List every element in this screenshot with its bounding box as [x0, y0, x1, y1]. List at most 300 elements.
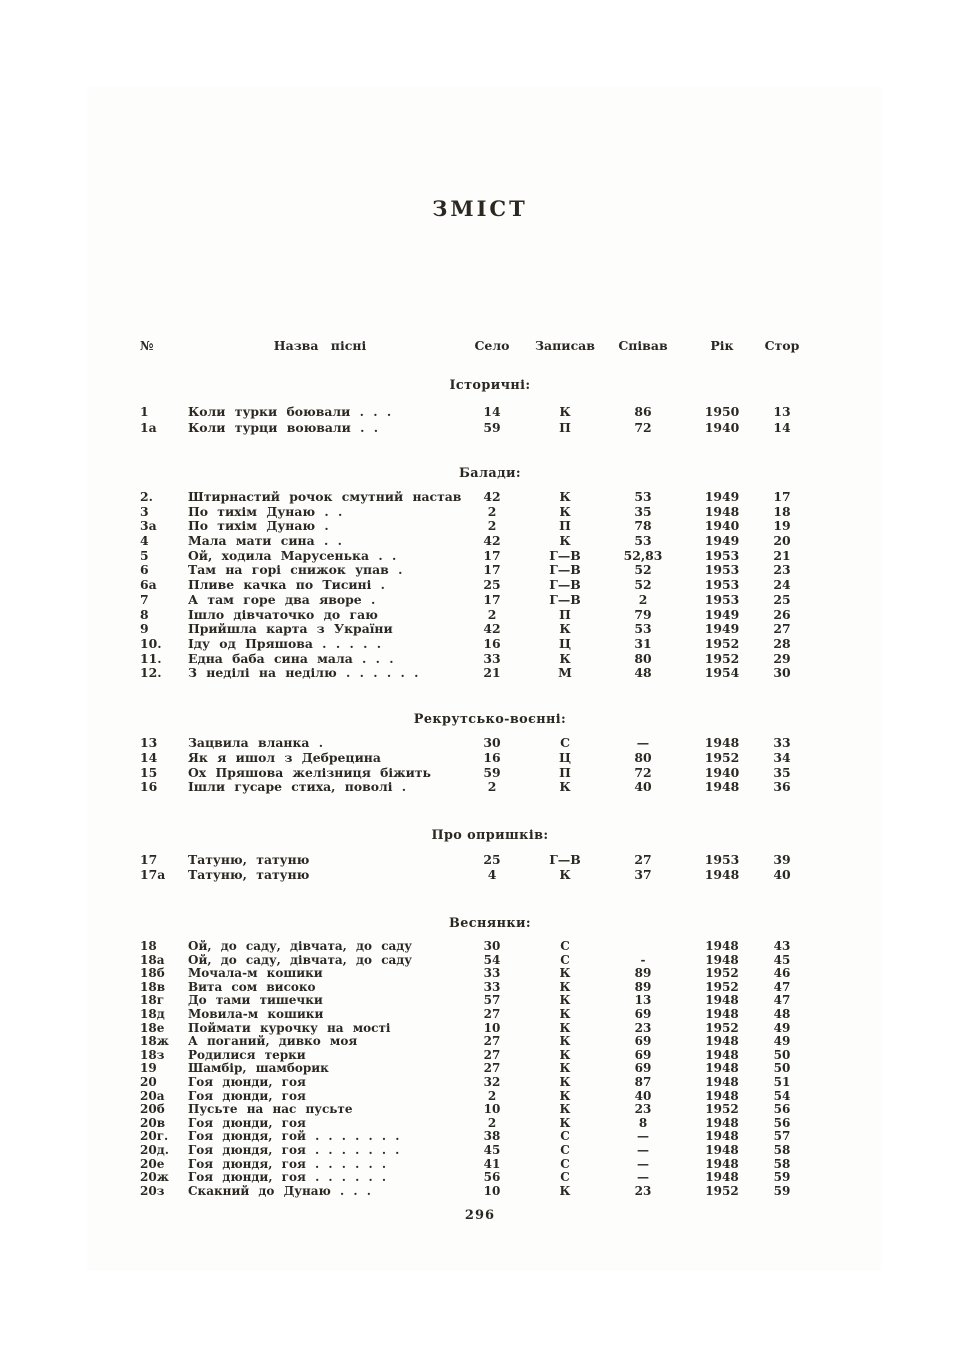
stor-value: 56 [773, 1115, 791, 1130]
spivav-value: 53 [634, 489, 652, 504]
spivav-value [598, 940, 688, 954]
stor-value: 25 [773, 591, 791, 607]
song-title: Прийшла карта з України [188, 621, 393, 637]
table-row [140, 622, 840, 637]
spivav-value: 80 [634, 749, 652, 765]
row-no: 3 [140, 503, 149, 519]
table-row [140, 1049, 840, 1063]
rik-value: 1940 [704, 764, 740, 780]
stor-value: 54 [773, 1088, 791, 1103]
stor-value: 27 [773, 621, 791, 637]
spivav-value: 52,83 [623, 547, 663, 563]
song-title: Гоя дюндя, гоя . . . . . . . [188, 1142, 400, 1157]
selo-value: 42 [483, 533, 501, 549]
selo-value: 27 [483, 1034, 501, 1049]
stor-value: 35 [773, 764, 791, 780]
table-row [140, 852, 840, 867]
song-title: Гоя дюндя, гой . . . . . . . [188, 1129, 400, 1144]
song-title: Гоя дюнди, гоя [188, 1115, 306, 1130]
selo-value: 41 [483, 1156, 501, 1171]
row-no: 13 [140, 735, 158, 750]
header-name: Назва пісні [273, 338, 367, 353]
spivav-value: 23 [634, 1183, 652, 1198]
row-no: 18д [140, 1006, 165, 1021]
spivav-value: 53 [634, 533, 652, 549]
rik-value: 1952 [705, 979, 739, 994]
table-row [140, 563, 840, 578]
row-no: 18 [140, 939, 157, 953]
song-title: Татуню, татуню [188, 852, 310, 867]
table-row [140, 519, 840, 534]
row-no: 18ж [140, 1034, 169, 1049]
song-title: А там горе два яворе . [188, 591, 376, 607]
zapysav-value: К [559, 1183, 571, 1198]
song-title: Една баба сина мала . . . [188, 650, 394, 666]
song-title: Ішли гусаре стиха, поволі . [188, 779, 407, 795]
rik-value: 1940 [704, 518, 740, 534]
song-title: Гоя дюндя, гоя . . . . . . [188, 1156, 386, 1171]
row-no: 15 [140, 764, 158, 780]
rik-value: 1948 [705, 1006, 739, 1021]
song-title: Ой, до саду, дівчата, до саду [188, 952, 412, 967]
selo-value: 45 [483, 1142, 501, 1157]
selo-value: 30 [483, 735, 501, 750]
zapysav-value: Г—В [549, 577, 581, 593]
table-row [140, 608, 840, 623]
table-row [140, 1062, 840, 1076]
rik-value: 1948 [705, 1088, 739, 1103]
stor-value: 50 [773, 1061, 791, 1076]
selo-value: 42 [483, 489, 501, 504]
rik-value: 1953 [704, 591, 740, 607]
row-no: 11. [140, 650, 162, 666]
selo-value: 4 [487, 867, 497, 882]
selo-value: 2 [487, 518, 497, 534]
rik-value: 1948 [705, 1142, 739, 1157]
rik-value: 1948 [705, 1129, 739, 1144]
table-row [140, 1008, 840, 1022]
selo-value: 17 [483, 591, 501, 607]
zapysav-value: К [559, 779, 571, 795]
table-row [140, 867, 840, 882]
page-number: 296 [464, 1208, 496, 1223]
spivav-value: 53 [634, 621, 652, 637]
zapysav-value: Ц [559, 635, 571, 651]
spivav-value: 69 [634, 1047, 652, 1062]
zapysav-value: К [559, 489, 571, 504]
spivav-value: 89 [634, 979, 652, 994]
row-no: 20а [140, 1088, 165, 1103]
selo-value: 38 [483, 1129, 501, 1144]
selo-value: 14 [483, 404, 501, 419]
row-no: 18б [140, 966, 165, 981]
song-title: Коли турци воювали . . [188, 420, 379, 435]
rik-value: 1949 [704, 489, 740, 504]
song-title: Іду од Пряшова . . . . . [188, 635, 382, 651]
song-title: Коли турки боювали . . . [188, 404, 392, 419]
rik-value: 1950 [704, 404, 740, 419]
zapysav-value: С [560, 1142, 570, 1157]
row-no: 20в [140, 1115, 166, 1130]
spivav-value: 79 [634, 606, 652, 622]
rik-value: 1940 [704, 420, 740, 435]
spivav-value: — [636, 735, 650, 750]
stor-value: 30 [773, 665, 791, 681]
table-row [140, 666, 840, 681]
stor-value: 48 [773, 1006, 791, 1021]
song-title: З неділі на неділю . . . . . . [188, 665, 419, 681]
spivav-value: 52 [634, 577, 652, 593]
selo-value: 2 [487, 1115, 497, 1130]
stor-value: 59 [773, 1170, 791, 1185]
rik-value: 1953 [704, 562, 740, 578]
spivav-value: 89 [634, 966, 652, 981]
table-row [140, 1185, 840, 1199]
row-no: 2. [140, 489, 153, 504]
section-label: Веснянки: [449, 916, 531, 931]
stor-value: 20 [773, 533, 791, 549]
spivav-value: 72 [634, 420, 652, 435]
spivav-value: 48 [634, 665, 652, 681]
row-no: 7 [140, 591, 149, 607]
table-row [140, 1103, 840, 1117]
table-row [140, 1117, 840, 1131]
contents-table [140, 338, 840, 353]
stor-value: 39 [773, 852, 791, 867]
zapysav-value: К [559, 1006, 571, 1021]
zapysav-value: П [559, 518, 571, 534]
rik-value: 1949 [704, 606, 740, 622]
rik-value: 1953 [704, 577, 740, 593]
table-row [140, 954, 840, 968]
selo-value: 10 [483, 1183, 501, 1198]
song-title: По тихім Дунаю . [188, 518, 329, 534]
stor-value: 50 [773, 1047, 791, 1062]
spivav-value: 2 [638, 591, 648, 607]
zapysav-value: К [559, 533, 571, 549]
section-label: Про опришків: [431, 828, 549, 843]
spivav-value: — [637, 1129, 649, 1144]
selo-value: 2 [487, 779, 497, 795]
song-title: По тихім Дунаю . . [188, 503, 343, 519]
zapysav-value: С [560, 1170, 570, 1185]
rik-value: 1948 [705, 952, 739, 967]
rik-value: 1952 [705, 1183, 739, 1198]
selo-value: 59 [483, 420, 501, 435]
spivav-value: 86 [634, 404, 652, 419]
section [140, 466, 840, 681]
zapysav-value: С [560, 735, 570, 750]
rik-value: 1948 [704, 867, 740, 882]
row-no: 18а [140, 952, 165, 967]
rik-value: 1948 [704, 503, 740, 519]
zapysav-value: М [558, 665, 572, 681]
stor-value: 36 [773, 779, 791, 795]
spivav-value: 69 [634, 1006, 652, 1021]
header-selo: Село [474, 338, 510, 353]
rik-value: 1949 [704, 533, 740, 549]
row-no: 20е [140, 1156, 165, 1171]
header-spivav: Співав [618, 338, 668, 353]
row-no: 20з [140, 1183, 165, 1198]
song-title: Гоя дюнди, гоя [188, 1088, 306, 1103]
spivav-value: 31 [634, 635, 652, 651]
spivav-value: 37 [634, 867, 652, 882]
table-row [140, 1158, 840, 1172]
selo-value: 27 [483, 1006, 501, 1021]
song-title: Родилися терки [188, 1047, 306, 1062]
spivav-value: 8 [638, 1115, 648, 1130]
selo-value: 10 [483, 1020, 501, 1035]
song-title: Пусьте на нас пусьте [188, 1102, 353, 1117]
selo-value: 2 [487, 606, 497, 622]
stor-value: 24 [773, 577, 791, 593]
spivav-value: 72 [634, 764, 652, 780]
table-row [140, 1130, 840, 1144]
table-row [140, 637, 840, 652]
selo-value: 2 [487, 503, 497, 519]
song-title: Як я ишол з Дебрецина [188, 749, 381, 765]
rik-value: 1948 [705, 939, 739, 953]
table-row [140, 766, 840, 781]
selo-value: 17 [483, 562, 501, 578]
section [140, 378, 840, 436]
section-label: Історичні: [449, 378, 531, 393]
rik-value: 1952 [705, 1102, 739, 1117]
spivav-value: — [637, 1170, 649, 1185]
song-title: Ох Пряшова желізниця біжить [188, 764, 431, 780]
rik-value: 1948 [705, 993, 739, 1008]
zapysav-value: К [559, 966, 571, 981]
table-row [140, 420, 840, 436]
song-title: Татуню, татуню [188, 867, 310, 882]
stor-value: 13 [773, 404, 791, 419]
zapysav-value: П [559, 420, 571, 435]
row-no: 20 [140, 1074, 157, 1089]
table-row [140, 505, 840, 520]
stor-value: 57 [773, 1129, 791, 1144]
row-no: 18г [140, 993, 165, 1008]
zapysav-value: С [560, 952, 570, 967]
table-row [140, 994, 840, 1008]
selo-value: 33 [483, 650, 501, 666]
zapysav-value: К [559, 1020, 571, 1035]
stor-value: 21 [773, 547, 791, 563]
stor-value: 49 [773, 1034, 791, 1049]
zapysav-value: К [559, 1034, 571, 1049]
selo-value: 57 [483, 993, 501, 1008]
rik-value: 1948 [704, 735, 740, 750]
zapysav-value: К [559, 979, 571, 994]
rik-value: 1952 [704, 749, 740, 765]
page-title: ЗМІСТ [432, 196, 528, 221]
zapysav-value: П [559, 606, 571, 622]
song-title: Мовила-м кошики [188, 1006, 324, 1021]
selo-value: 56 [483, 1170, 501, 1185]
header-rik: Рік [710, 338, 734, 353]
row-no: 14 [140, 749, 158, 765]
row-no: 16 [140, 779, 158, 795]
selo-value: 16 [483, 635, 501, 651]
stor-value: 47 [773, 993, 791, 1008]
rik-value: 1948 [705, 1156, 739, 1171]
spivav-value: — [637, 1142, 649, 1157]
song-title: Пливе качка по Тисині . [188, 577, 385, 593]
row-no: 18в [140, 979, 166, 994]
song-title: Вита сом високо [188, 979, 316, 994]
rik-value: 1953 [704, 547, 740, 563]
selo-value: 25 [483, 577, 501, 593]
table-row [140, 652, 840, 667]
zapysav-value: С [560, 939, 570, 953]
spivav-value: - [640, 952, 646, 967]
rik-value: 1952 [704, 635, 740, 651]
zapysav-value: К [559, 503, 571, 519]
zapysav-value: Ц [559, 749, 571, 765]
header-no: № [140, 338, 154, 353]
stor-value: 18 [773, 503, 791, 519]
row-no: 9 [140, 621, 149, 637]
selo-value: 10 [483, 1102, 501, 1117]
row-no: 20ж [140, 1170, 169, 1185]
zapysav-value: К [559, 1088, 571, 1103]
selo-value: 59 [483, 764, 501, 780]
table-row [140, 1022, 840, 1036]
rik-value: 1952 [705, 1020, 739, 1035]
stor-value: 46 [773, 966, 791, 981]
song-title: Гоя дюнди, гоя [188, 1074, 306, 1089]
section-label: Рекрутсько-воєнні: [413, 712, 567, 727]
spivav-value: 69 [634, 1034, 652, 1049]
header-stor: Стор [764, 338, 800, 353]
row-no: 12. [140, 665, 162, 681]
song-title: Мала мати сина . . [188, 533, 342, 549]
spivav-value: 23 [634, 1102, 652, 1117]
table-row [140, 404, 840, 420]
selo-value: 30 [483, 939, 501, 953]
rik-value: 1948 [705, 1074, 739, 1089]
row-no: 18е [140, 1020, 165, 1035]
rik-value: 1948 [705, 1047, 739, 1062]
stor-value: 17 [773, 489, 791, 504]
zapysav-value: К [559, 1074, 571, 1089]
selo-value: 21 [483, 665, 501, 681]
spivav-value: 69 [634, 1061, 652, 1076]
rik-value: 1948 [705, 1061, 739, 1076]
zapysav-value: К [559, 650, 571, 666]
stor-value: 58 [773, 1142, 791, 1157]
table-row [140, 534, 840, 549]
selo-value: 17 [483, 547, 501, 563]
selo-value: 32 [483, 1074, 501, 1089]
row-no: 17а [140, 867, 166, 882]
zapysav-value: Г—В [549, 852, 581, 867]
table-row [140, 736, 840, 751]
spivav-value: 27 [634, 852, 652, 867]
stor-value: 40 [773, 867, 791, 882]
song-title: Зацвила вланка . [188, 735, 324, 750]
stor-value: 51 [773, 1074, 791, 1089]
row-no: 20д. [140, 1142, 169, 1157]
selo-value: 27 [483, 1047, 501, 1062]
zapysav-value: С [560, 1156, 570, 1171]
table-header-row [140, 338, 840, 353]
row-no: 6а [140, 577, 157, 593]
stor-value: 49 [773, 1020, 791, 1035]
stor-value: 28 [773, 635, 791, 651]
song-title: Ой, ходила Марусенька . . [188, 547, 397, 563]
rik-value: 1952 [704, 650, 740, 666]
table-row [140, 1076, 840, 1090]
table-row [140, 549, 840, 564]
rik-value: 1952 [705, 966, 739, 981]
stor-value: 29 [773, 650, 791, 666]
spivav-value: 40 [634, 1088, 652, 1103]
table-row [140, 751, 840, 766]
stor-value: 14 [773, 420, 791, 435]
song-title: До тами тишечки [188, 993, 323, 1008]
rik-value: 1948 [705, 1170, 739, 1185]
spivav-value: 35 [634, 503, 652, 519]
row-no: 17 [140, 852, 158, 867]
table-row [140, 1144, 840, 1158]
spivav-value: 78 [634, 518, 652, 534]
zapysav-value: К [559, 621, 571, 637]
zapysav-value: К [559, 1061, 571, 1076]
song-title: Ой, до саду, дівчата, до саду [188, 939, 412, 953]
selo-value: 27 [483, 1061, 501, 1076]
zapysav-value: П [559, 764, 571, 780]
song-title: Ішло дівчаточко до гаю [188, 606, 378, 622]
row-no: 5 [140, 547, 149, 563]
zapysav-value: Г—В [549, 591, 581, 607]
table-row [140, 578, 840, 593]
selo-value: 33 [483, 966, 501, 981]
zapysav-value: К [559, 1047, 571, 1062]
row-no: 3а [140, 518, 157, 534]
table-row [140, 1171, 840, 1185]
spivav-value: 52 [634, 562, 652, 578]
spivav-value: 87 [634, 1074, 652, 1089]
spivav-value: — [637, 1156, 649, 1171]
header-zapysav: Записав [535, 338, 595, 353]
selo-value: 54 [483, 952, 501, 967]
stor-value: 26 [773, 606, 791, 622]
section [140, 916, 840, 1198]
zapysav-value: К [559, 1115, 571, 1130]
song-title: А поганий, дивко моя [188, 1034, 358, 1049]
song-title: Шамбір, шамборик [188, 1061, 329, 1076]
selo-value: 16 [483, 749, 501, 765]
table-row [140, 490, 840, 505]
stor-value: 33 [773, 735, 791, 750]
section [140, 712, 840, 795]
stor-value: 58 [773, 1156, 791, 1171]
table-row [140, 780, 840, 795]
selo-value: 33 [483, 979, 501, 994]
stor-value: 59 [773, 1183, 791, 1198]
row-no: 4 [140, 533, 149, 549]
zapysav-value: К [559, 404, 571, 419]
rik-value: 1953 [704, 852, 740, 867]
selo-value: 2 [487, 1088, 497, 1103]
selo-value: 42 [483, 621, 501, 637]
stor-value: 34 [773, 749, 791, 765]
zapysav-value: К [559, 1102, 571, 1117]
zapysav-value: К [559, 867, 571, 882]
song-title: Скакний до Дунаю . . . [188, 1183, 371, 1198]
row-no: 10. [140, 635, 162, 651]
